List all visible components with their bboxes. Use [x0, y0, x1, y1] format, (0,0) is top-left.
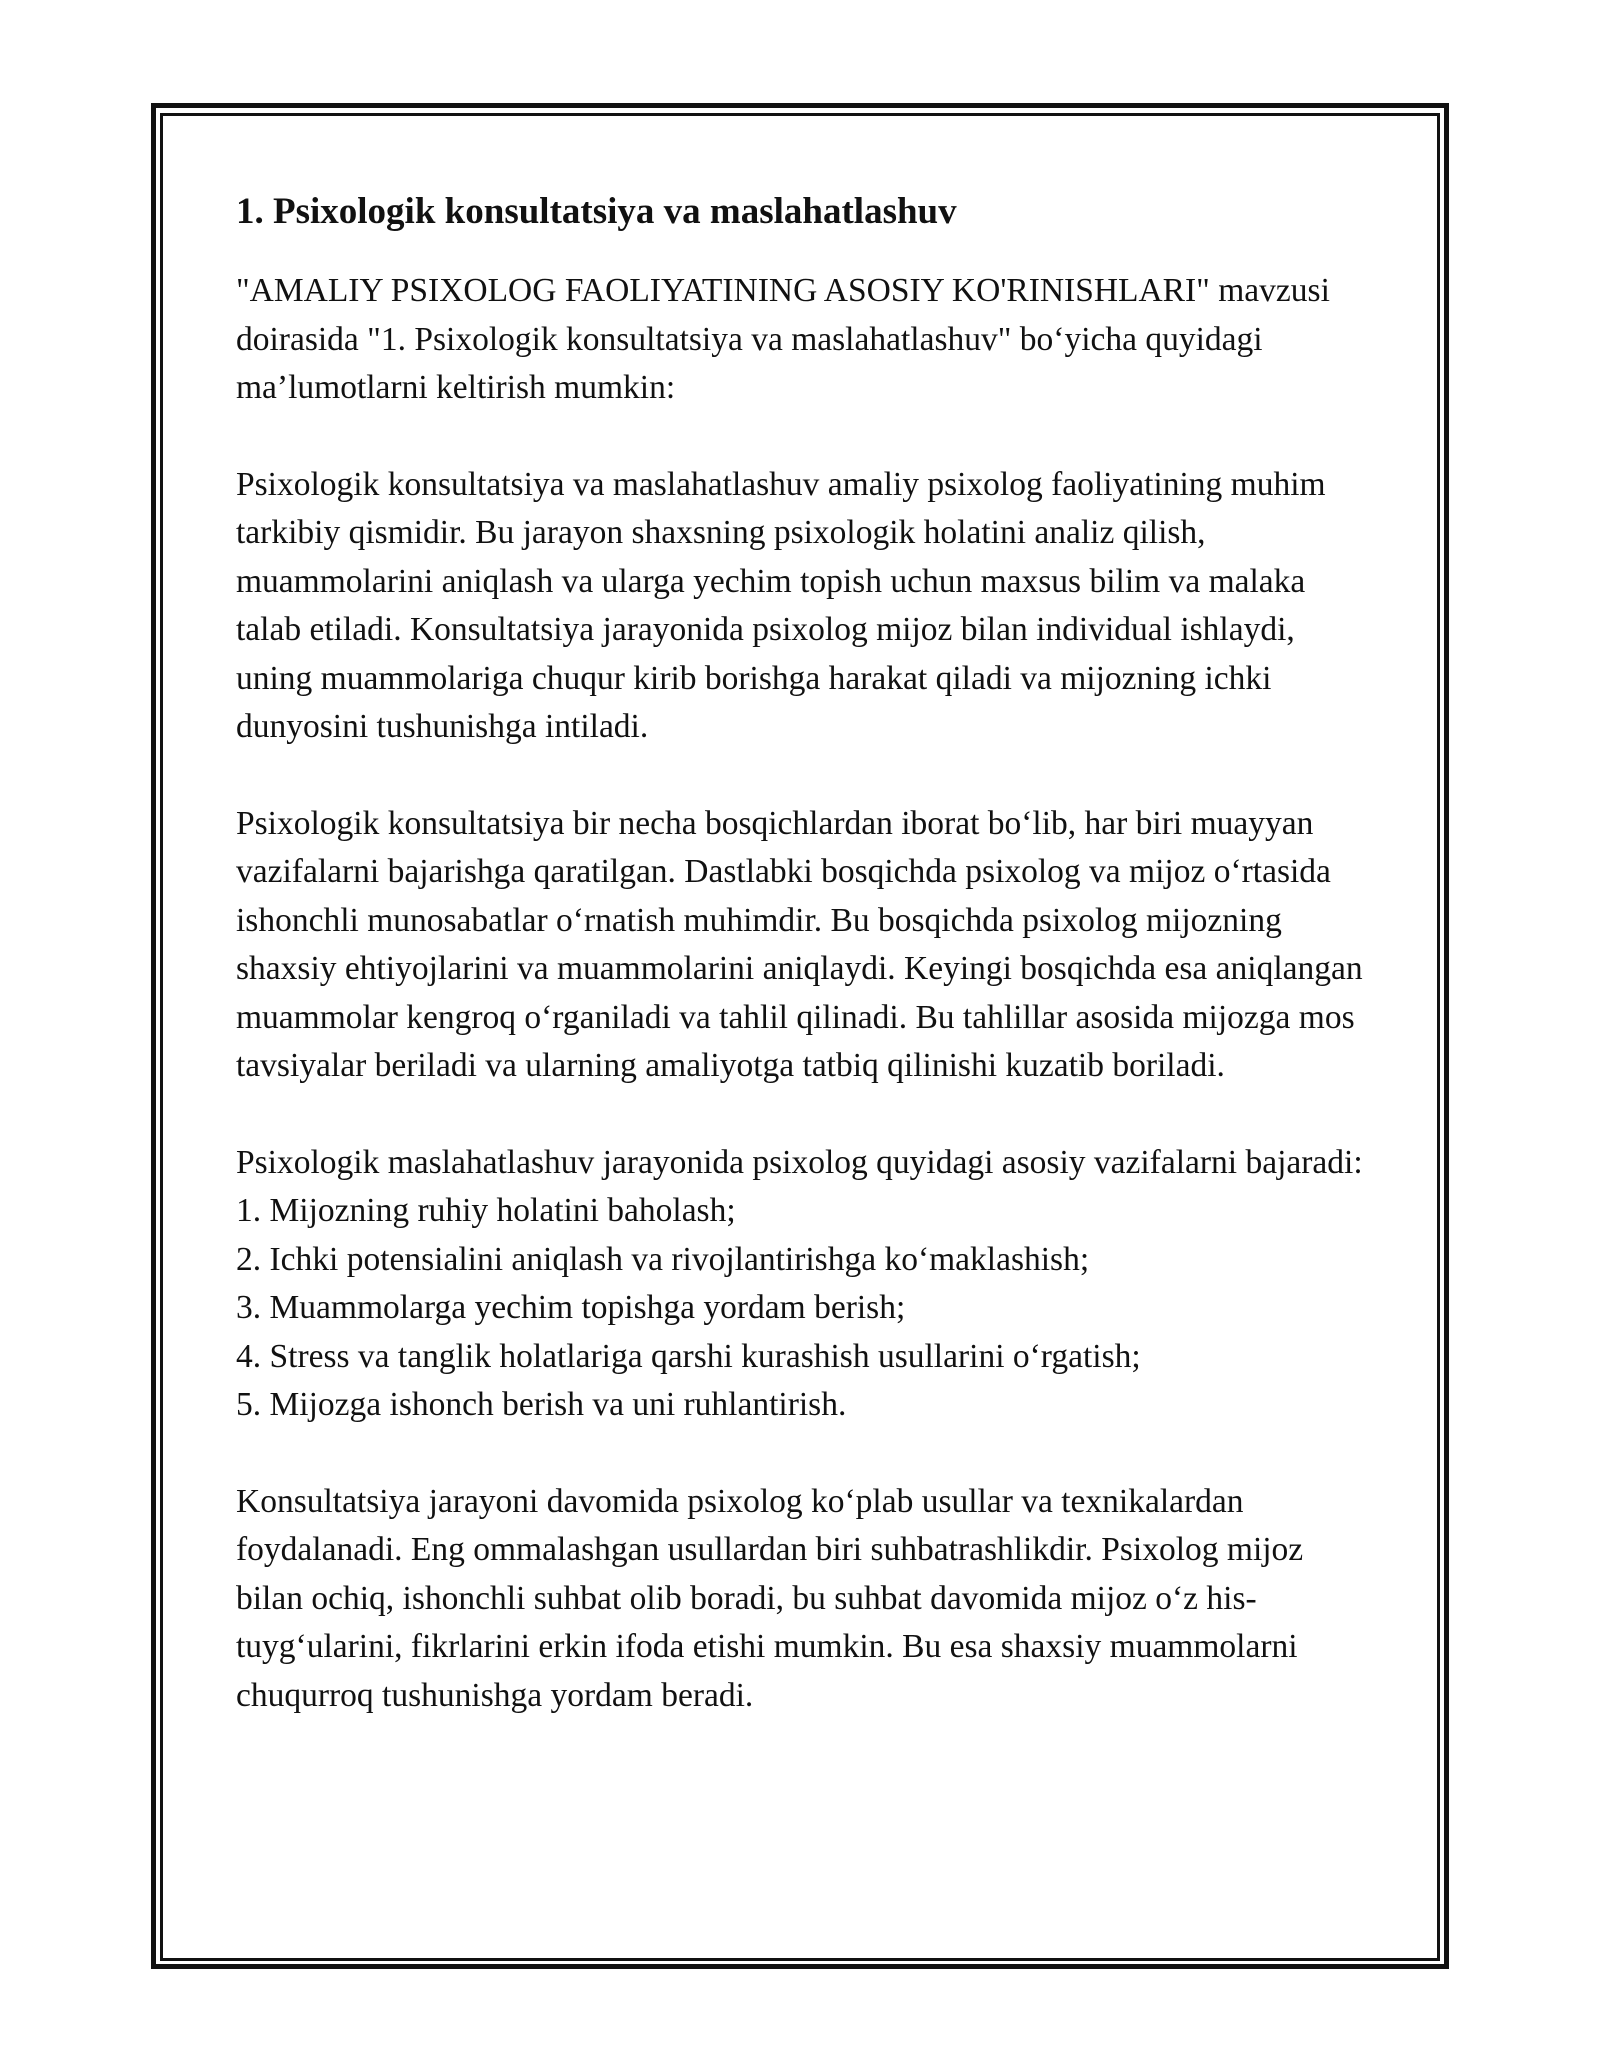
tasks-intro-paragraph: Psixologik maslahatlashuv jarayonida psixolog quyidagi asosiy vazifalarni bajaradi:	[236, 1143, 1363, 1181]
list-item: 1. Mijozning ruhiy holatini baholash;	[236, 1192, 736, 1229]
list-item: 2. Ichki potensialini aniqlash va rivojlantirishga ko‘maklashish;	[236, 1240, 1090, 1278]
body-paragraph-1: Psixologik konsultatsiya va maslahatlashuv amaliy psixolog faoliyatining muhim tarkibiy qismidir. Bu jarayon shaxsning psixologik holatini analiz qilish, muammolarini aniqlash va ularga yechim topish uchun maxsus bilim va malaka talab etiladi. Konsultatsiya jarayonida psixolog mijoz bilan individual ishlaydi, uning muammolariga chuqur kirib borishga harakat qiladi va mijozning ichki dunyosini tushunishga intiladi.	[236, 465, 1326, 745]
intro-paragraph: "AMALIY PSIXOLOG FAOLIYATINING ASOSIY KO'RINISHLARI" mavzusi doirasida "1. Psixologik konsultatsiya va maslahatlashuv" bo‘yicha quyidagi ma’lumotlarni keltirish mumkin:	[236, 272, 1330, 406]
document-body	[236, 185, 1376, 1768]
body-paragraph-2: Psixologik konsultatsiya bir necha bosqichlardan iborat bo‘lib, har biri muayyan vazifalarni bajarishga qaratilgan. Dastlabki bosqichda psixolog va mijoz o‘rtasida ishonchli munosabatlar o‘rnatish muhimdir. Bu bosqichda psixolog mijozning shaxsiy ehtiyojlarini va muammolarini aniqlaydi. Keyingi bosqichda esa aniqlangan muammolar kengroq o‘rganiladi va tahlil qilinadi. Bu tahlillar asosida mijozga mos tavsiyalar beriladi va ularning amaliyotga tatbiq qilinishi kuzatib boriladi.	[236, 804, 1363, 1084]
closing-paragraph: Konsultatsiya jarayoni davomida psixolog ko‘plab usullar va texnikalardan foydalanadi. Eng ommalashgan usullardan biri suhbatrashlikdir. Psixolog mijoz bilan ochiq, ishonchli suhbat olib boradi, bu suhbat davomida mijoz o‘z his-tuyg‘ularini, fikrlarini erkin ifoda etishi mumkin. Bu esa shaxsiy muammolarni chuqurroq tushunishga yordam beradi.	[236, 1482, 1304, 1714]
list-item: 4. Stress va tanglik holatlariga qarshi kurashish usullarini o‘rgatish;	[236, 1337, 1141, 1375]
list-item: 5. Mijozga ishonch berish va uni ruhlantirish.	[236, 1386, 847, 1423]
section-heading: 1. Psixologik konsultatsiya va maslahatlashuv	[236, 191, 957, 232]
tasks-list	[236, 1187, 1376, 1430]
list-item: 3. Muammolarga yechim topishga yordam berish;	[236, 1289, 906, 1326]
